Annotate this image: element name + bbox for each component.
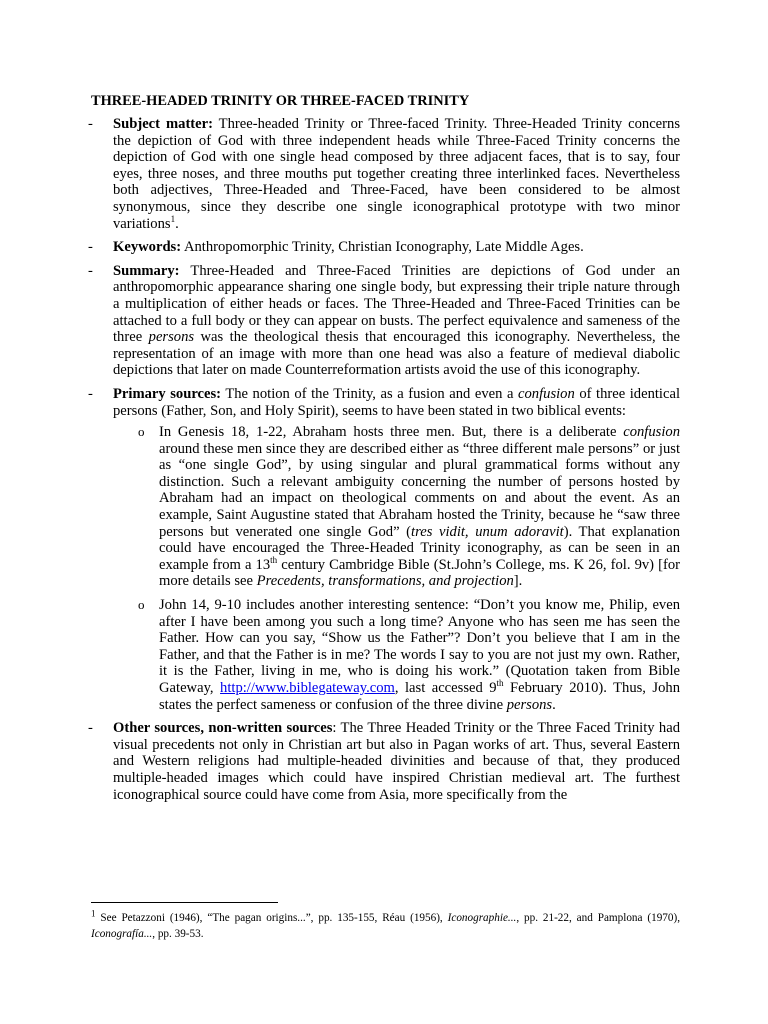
primary-text-2: of three identical persons (Father, Son, and Holy Spirit), seems to have been stated in two biblical events: xyxy=(113,385,680,419)
ordinal-sup: th xyxy=(496,678,504,689)
list-item-summary xyxy=(88,263,680,379)
subject-label: Subject matter: xyxy=(113,116,213,132)
genesis-italic: confusion xyxy=(623,424,680,441)
list-item-subject xyxy=(88,116,680,232)
keywords-label: Keywords: xyxy=(113,239,182,256)
ordinal-sup: th xyxy=(270,554,278,565)
footnote-italic: Iconographie... xyxy=(447,912,517,924)
sub-item-genesis xyxy=(113,424,680,590)
biblegateway-link[interactable]: http://www.biblegateway.com xyxy=(220,680,395,696)
primary-label: Primary sources: xyxy=(113,385,222,402)
list-item-primary-sources xyxy=(88,386,680,713)
sub-item-john xyxy=(113,597,680,713)
summary-italic: persons xyxy=(148,329,195,346)
footnote-italic: Iconografía... xyxy=(91,928,153,940)
footnote-number: 1 xyxy=(91,908,96,919)
dash-marker: - xyxy=(88,262,93,279)
page-title: THREE-HEADED TRINITY OR THREE-FACED TRINITY xyxy=(91,93,470,109)
content-list xyxy=(88,116,680,810)
footnote-ref[interactable]: 1 xyxy=(170,213,176,224)
john-text: John 14, 9-10 includes another interesting sentence: “Don’t you know me, Philip, even after I have been among you such a long time? Anyone who has seen me has seen the Father. How can you say, “Show us the Father”? Don’t you believe that I am in the Father, and that the Father is in me? The words I say to you are not just my own. Rather, it is the Father, living in me, who is doing his work.” (Quotation taken from Bible Gateway, xyxy=(159,597,680,696)
summary-text-1: Three-Headed and Three-Faced Trinities are depictions of God under an anthropomorphic appearance sharing one single body, but expressing their triple nature through a multiplication of either heads or faces. The Three-Headed and Three-Faced Trinities can be attached to a full body or they can appear on busts. The perfect equivalence and sameness of the three xyxy=(113,262,680,346)
genesis-text: around these men since they are described either as “three different male persons” or just as “one single God”, by using singular and plural grammatical forms without any distinction. Such a relevant ambiguity concerning the number of persons hosted by Abraham had an impact on theological comments on and about the event. As an example, Saint Augustine stated that Abraham hosted the Trinity, because he “saw three persons but venerated one single God” ( xyxy=(159,440,680,540)
footnote-text: See Petazzoni (1946), “The pagan origins...”, pp. 135-155, Réau (1956), xyxy=(95,912,448,924)
circle-bullet: o xyxy=(138,424,145,440)
dash-marker: - xyxy=(88,720,93,737)
other-text: : The Three Headed Trinity or the Three Faced Trinity had visual precedents not only in Christian art but also in Pagan works of art. Thus, several Eastern and Western religions had multiple-headed divinities and because of that, they produced multiple-headed images which could have inspired Christian medieval art. The furthest iconographical source could have come from Asia, more specifically from the xyxy=(113,720,680,803)
summary-label: Summary: xyxy=(113,262,180,279)
summary-text-2: was the theological thesis that encouraged this iconography. Nevertheless, the representation of an image with more than one head was also a feature of medieval diabolic depictions that later on made Counterreformation artists avoid the use of this iconography. xyxy=(113,329,680,379)
footnote-text: , pp. 39-53. xyxy=(152,928,204,940)
subject-text: Three-headed Trinity or Three-faced Trinity. Three-Headed Trinity concerns the depiction of God with three independent heads while Three-Faced Trinity concerns the depiction of God with one single head composed by three adjacent faces, that is to say, four eyes, three noses, and three mouths put together creating three interlinked faces. Nevertheless both adjectives, Three-Headed and Three-Faced, have been considered to be almost synonymous, since they describe one single iconographical prototype with two minor variations xyxy=(113,116,680,232)
primary-text-1: The notion of the Trinity, as a fusion and even a xyxy=(221,385,519,402)
john-text: , last accessed 9 xyxy=(394,680,497,696)
footnote-rule xyxy=(91,902,278,903)
genesis-text: century Cambridge Bible (St.John’s College, ms. K 26, fol. 9v) [for more details see xyxy=(159,556,680,590)
circle-bullet: o xyxy=(138,597,145,613)
primary-italic: confusion xyxy=(518,385,575,402)
genesis-text: ]. xyxy=(513,573,523,590)
footnote-text: , pp. 21-22, and Pamplona (1970), xyxy=(516,912,681,924)
list-item-keywords xyxy=(88,239,680,256)
john-italic: persons xyxy=(506,696,553,713)
genesis-italic: tres vidit, unum adoravit xyxy=(411,523,564,540)
john-text: February 2010). Thus, John states the perfect sameness or confusion of the three divine xyxy=(159,680,680,713)
genesis-text: In Genesis 18, 1-22, Abraham hosts three men. But, there is a deliberate xyxy=(159,424,624,441)
keywords-text: Anthropomorphic Trinity, Christian Iconography, Late Middle Ages. xyxy=(181,239,584,256)
dash-marker: - xyxy=(88,385,93,402)
dash-marker: - xyxy=(88,239,93,256)
footnote xyxy=(91,910,680,942)
list-item-other-sources xyxy=(88,720,680,803)
genesis-text: ). That explanation could have encouraged the Three-Headed Trinity iconography, as can be seen in an example from a 13 xyxy=(159,523,680,573)
genesis-italic: Precedents, transformations, and projection xyxy=(256,573,514,590)
other-label: Other sources, non-written sources xyxy=(113,720,333,737)
john-text: . xyxy=(552,696,556,713)
subject-end: . xyxy=(175,215,179,232)
dash-marker: - xyxy=(88,116,93,132)
